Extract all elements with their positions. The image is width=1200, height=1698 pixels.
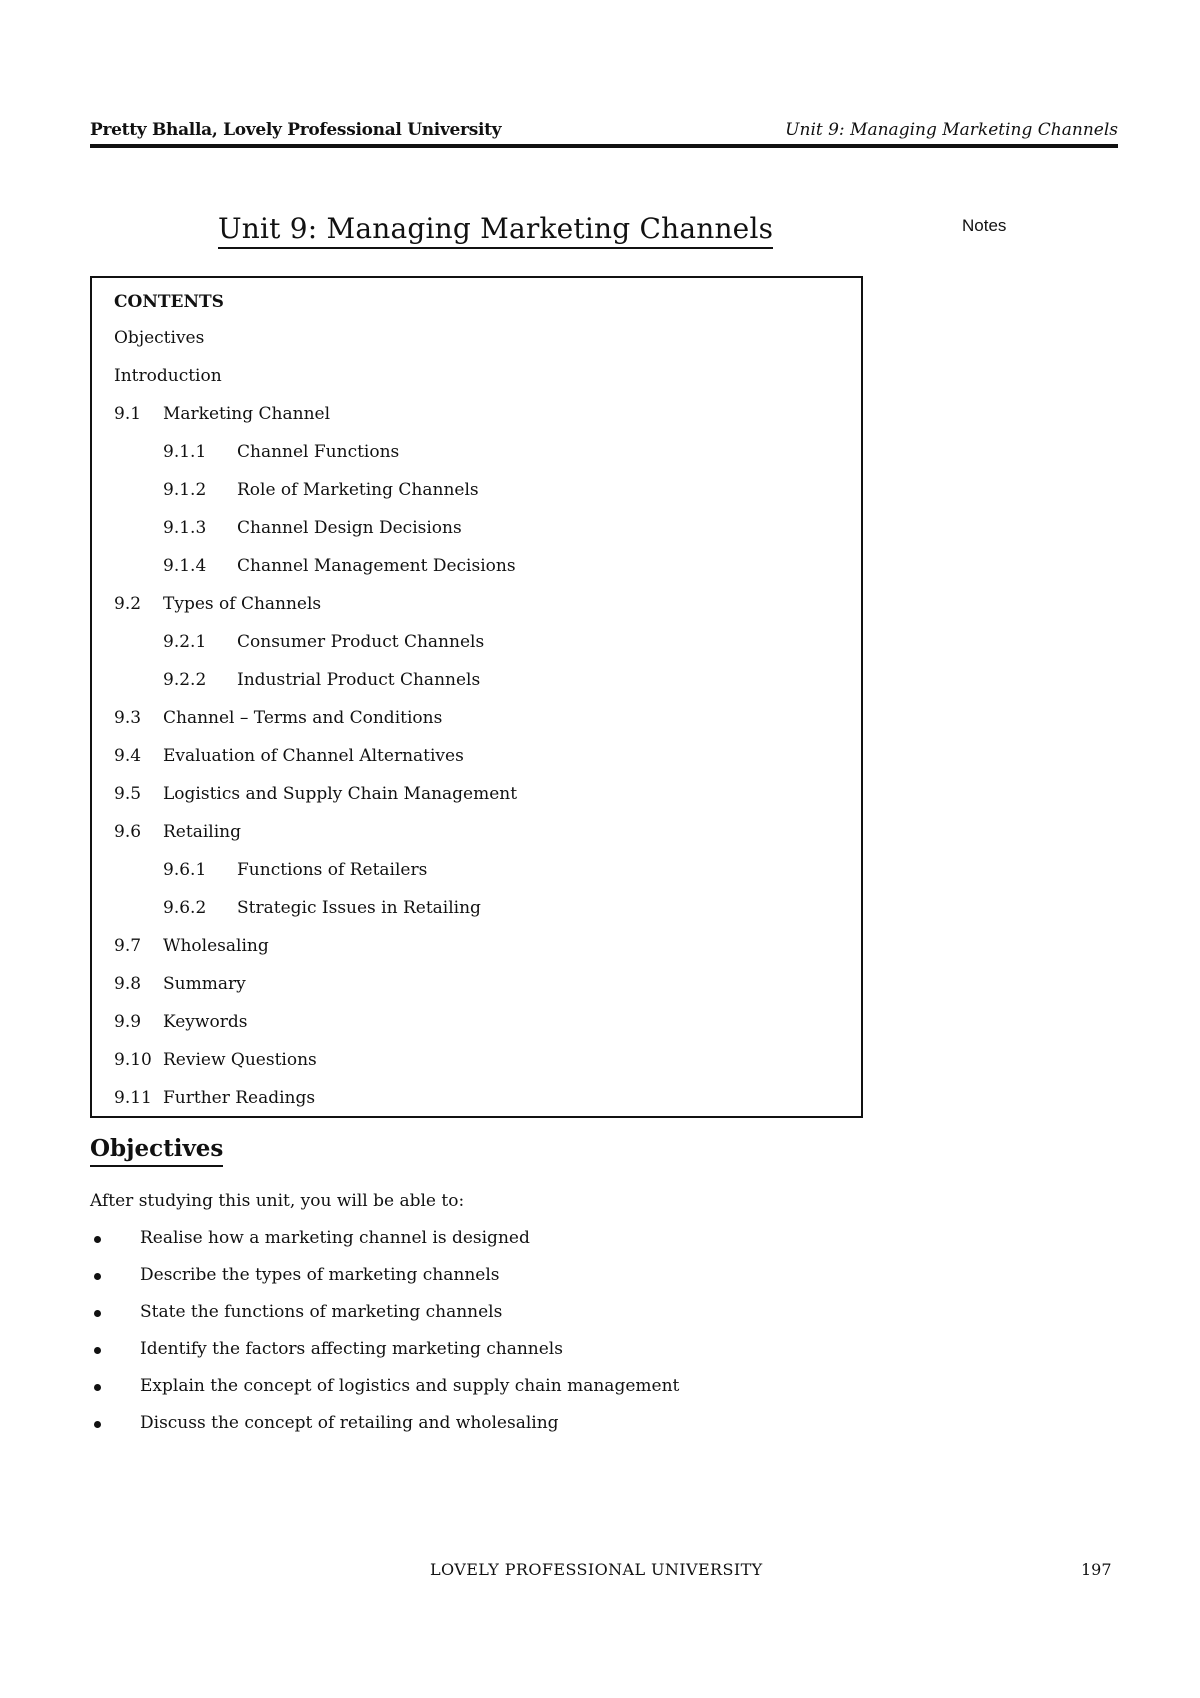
contents-item-title: Functions of Retailers bbox=[237, 860, 428, 880]
contents-item-number: 9.1 bbox=[114, 404, 142, 424]
bullet-icon bbox=[94, 1421, 101, 1428]
objective-text: Describe the types of marketing channels bbox=[140, 1265, 500, 1285]
contents-item-title: Channel – Terms and Conditions bbox=[163, 708, 443, 728]
objective-text: Explain the concept of logistics and supply chain management bbox=[140, 1376, 680, 1396]
contents-item-title: Types of Channels bbox=[163, 594, 322, 614]
page-title: Unit 9: Managing Marketing Channels bbox=[218, 212, 773, 249]
contents-item-number: 9.3 bbox=[114, 708, 142, 728]
page-number: 197 bbox=[1081, 1560, 1112, 1579]
contents-item-title: Channel Design Decisions bbox=[237, 518, 462, 538]
contents-item-title: Wholesaling bbox=[163, 936, 269, 956]
contents-item-number: 9.1.2 bbox=[163, 480, 207, 500]
contents-item-title: Retailing bbox=[163, 822, 241, 842]
contents-item-title: Channel Management Decisions bbox=[237, 556, 516, 576]
contents-item-number: 9.10 bbox=[114, 1050, 152, 1070]
contents-box bbox=[90, 276, 863, 1118]
objective-text: Realise how a marketing channel is designed bbox=[140, 1228, 530, 1248]
contents-item-title: Role of Marketing Channels bbox=[237, 480, 479, 500]
contents-item-title: Review Questions bbox=[163, 1050, 317, 1070]
contents-item-number: 9.2 bbox=[114, 594, 142, 614]
contents-item-number: 9.1.4 bbox=[163, 556, 207, 576]
contents-item-title: Evaluation of Channel Alternatives bbox=[163, 746, 464, 766]
contents-item-title: Summary bbox=[163, 974, 246, 994]
contents-item-number: 9.6 bbox=[114, 822, 142, 842]
bullet-icon bbox=[94, 1310, 101, 1317]
objective-text: Discuss the concept of retailing and wholesaling bbox=[140, 1413, 559, 1433]
notes-margin-label: Notes bbox=[962, 216, 1007, 235]
bullet-icon bbox=[94, 1384, 101, 1391]
contents-item-title: Logistics and Supply Chain Management bbox=[163, 784, 518, 804]
contents-item-number: 9.11 bbox=[114, 1088, 152, 1108]
objectives-heading: Objectives bbox=[90, 1135, 223, 1167]
running-header bbox=[90, 118, 1118, 148]
contents-item-title: Channel Functions bbox=[237, 442, 400, 462]
contents-item-title: Further Readings bbox=[163, 1088, 316, 1108]
objective-text: State the functions of marketing channels bbox=[140, 1302, 503, 1322]
contents-item-number: 9.7 bbox=[114, 936, 142, 956]
bullet-icon bbox=[94, 1236, 101, 1243]
bullet-icon bbox=[94, 1347, 101, 1354]
contents-item-number: 9.9 bbox=[114, 1012, 142, 1032]
contents-item-number: 9.1.3 bbox=[163, 518, 207, 538]
contents-item-title: Marketing Channel bbox=[163, 404, 331, 424]
contents-item-title: Consumer Product Channels bbox=[237, 632, 485, 652]
contents-item-title: Industrial Product Channels bbox=[237, 670, 481, 690]
contents-item-number: 9.6.2 bbox=[163, 898, 207, 918]
bullet-icon bbox=[94, 1273, 101, 1280]
contents-item-number: 9.5 bbox=[114, 784, 142, 804]
contents-item-number: 9.2.1 bbox=[163, 632, 207, 652]
contents-item-number: 9.4 bbox=[114, 746, 142, 766]
contents-item-number: 9.2.2 bbox=[163, 670, 207, 690]
footer-university: LOVELY PROFESSIONAL UNIVERSITY bbox=[430, 1560, 763, 1579]
contents-item-title: Strategic Issues in Retailing bbox=[237, 898, 481, 918]
contents-item-title: Keywords bbox=[163, 1012, 248, 1032]
header-unit-title: Unit 9: Managing Marketing Channels bbox=[785, 120, 1118, 140]
objective-text: Identify the factors affecting marketing channels bbox=[140, 1339, 563, 1359]
contents-item-number: 9.8 bbox=[114, 974, 142, 994]
header-author: Pretty Bhalla, Lovely Professional University bbox=[90, 120, 502, 140]
contents-item-number: 9.1.1 bbox=[163, 442, 207, 462]
contents-item-number: 9.6.1 bbox=[163, 860, 207, 880]
contents-heading: CONTENTS bbox=[114, 292, 224, 312]
contents-item-title: Objectives bbox=[114, 328, 205, 348]
contents-item-title: Introduction bbox=[114, 366, 222, 386]
objectives-intro: After studying this unit, you will be able to: bbox=[90, 1191, 465, 1211]
